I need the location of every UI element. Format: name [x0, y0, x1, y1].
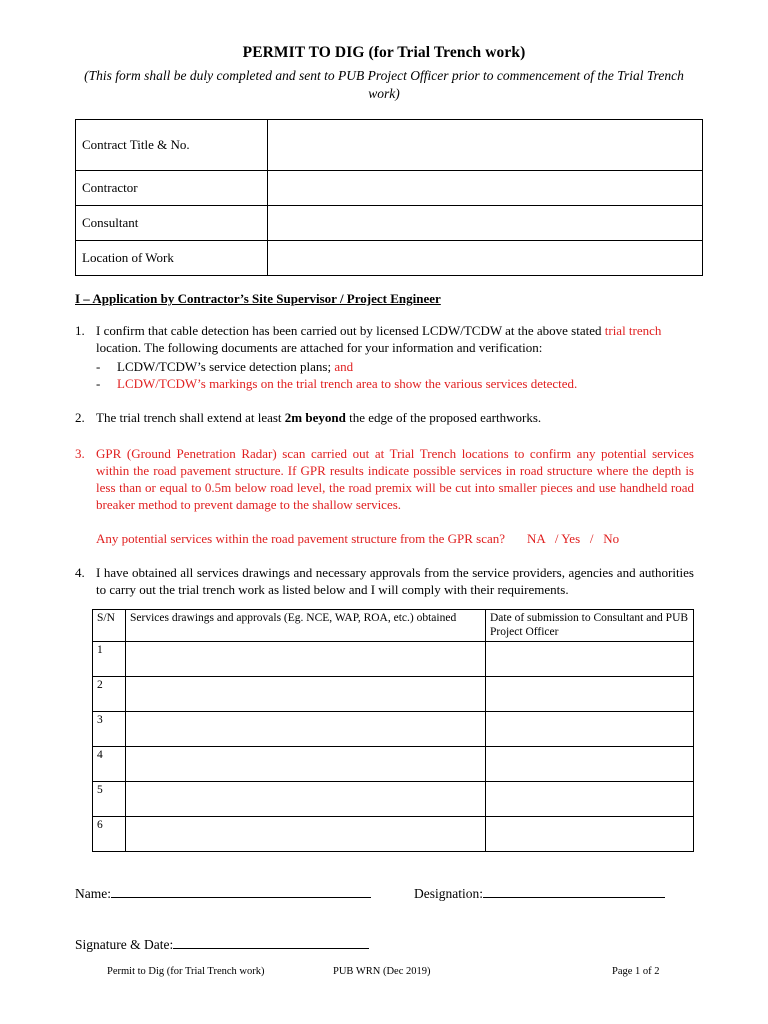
date-cell[interactable] [486, 712, 694, 747]
sn-cell: 6 [93, 817, 126, 852]
designation-line[interactable] [483, 883, 665, 898]
services-table [92, 609, 694, 852]
bullet-1-main: LCDW/TCDW’s service detection plans; [117, 359, 335, 374]
drawings-header: Services drawings and approvals (Eg. NCE, WAP, ROA, etc.) obtained [126, 610, 486, 642]
item-1-text [96, 322, 694, 356]
sn-cell: 1 [93, 642, 126, 677]
gpr-options[interactable]: NA / Yes / No [527, 531, 620, 546]
page-subtitle: (This form shall be duly completed and sent to PUB Project Officer prior to commencement of the Trial Trench work) [84, 68, 684, 101]
table-row [76, 206, 703, 241]
contract-info-table [75, 119, 703, 276]
item-2-number: 2. [75, 410, 85, 425]
drawings-cell[interactable] [126, 712, 486, 747]
sn-cell: 5 [93, 782, 126, 817]
bullet-2-text: LCDW/TCDW’s markings on the trial trench area to show the various services detected. [117, 376, 578, 391]
drawings-cell[interactable] [126, 817, 486, 852]
location-field[interactable] [268, 241, 703, 276]
bullet-dash: - [96, 359, 101, 374]
signature-field[interactable] [75, 934, 369, 953]
date-header: Date of submission to Consultant and PUB Project Officer [486, 610, 694, 642]
item-1-text-red: trial trench [604, 323, 662, 338]
sn-cell: 4 [93, 747, 126, 782]
date-cell[interactable] [486, 817, 694, 852]
consultant-label: Consultant [76, 206, 268, 241]
bullet-1-suffix: and [334, 359, 354, 374]
drawings-cell[interactable] [126, 782, 486, 817]
item-1-text-a: I confirm that cable detection has been carried out by licensed LCDW/TCDW at the above stated [96, 323, 605, 338]
item-4-text: I have obtained all services drawings and necessary approvals from the service providers, agencies and authorities to carry out the trial trench work as listed below and I will comply with their requirements. [96, 565, 694, 597]
consultant-field[interactable] [268, 206, 703, 241]
name-line[interactable] [111, 883, 371, 898]
designation-label: Designation: [414, 886, 483, 901]
drawings-cell[interactable] [126, 642, 486, 677]
contract-title-label: Contract Title & No. [76, 120, 268, 171]
contractor-field[interactable] [268, 171, 703, 206]
item-1-text-b: location. The following documents are attached for your information and verification: [96, 340, 543, 355]
sn-cell: 2 [93, 677, 126, 712]
table-row [76, 120, 703, 171]
section-heading: I – Application by Contractor’s Site Supervisor / Project Engineer [75, 291, 441, 306]
bullet-dash: - [96, 376, 101, 391]
item-4-number: 4. [75, 565, 85, 580]
item-3-text: GPR (Ground Penetration Radar) scan carried out at Trial Trench locations to confirm any potential services within the road pavement structure. If GPR results indicate possible services in road structure where the depth is less than or equal to 0.5m below road level, the road premix will be cut into smaller pieces and use handheld road breaker method to prevent damage to the shallow services. [96, 446, 694, 512]
table-header-row [93, 610, 694, 642]
date-cell[interactable] [486, 677, 694, 712]
bullet-1-text [117, 358, 353, 375]
name-field[interactable] [75, 883, 371, 902]
name-label: Name: [75, 886, 111, 901]
date-cell[interactable] [486, 782, 694, 817]
table-row [93, 642, 694, 677]
date-cell[interactable] [486, 747, 694, 782]
item-3-number: 3. [75, 446, 85, 461]
table-row [93, 782, 694, 817]
sn-cell: 3 [93, 712, 126, 747]
item-2-bold: 2m beyond [284, 410, 346, 425]
gpr-question [96, 530, 619, 547]
table-row [76, 171, 703, 206]
sn-header: S/N [93, 610, 126, 642]
signature-label: Signature & Date: [75, 937, 174, 952]
item-2-text-a: The trial trench shall extend at least [96, 410, 285, 425]
location-label: Location of Work [76, 241, 268, 276]
drawings-cell[interactable] [126, 747, 486, 782]
footer-ref: PUB WRN (Dec 2019) [333, 966, 431, 977]
footer-doc-title: Permit to Dig (for Trial Trench work) [107, 966, 265, 977]
contract-title-field[interactable] [268, 120, 703, 171]
item-2-text [96, 409, 694, 426]
page-title: PERMIT TO DIG (for Trial Trench work) [242, 44, 526, 61]
signature-line[interactable] [173, 934, 369, 949]
drawings-cell[interactable] [126, 677, 486, 712]
contractor-label: Contractor [76, 171, 268, 206]
footer-page-number: Page 1 of 2 [612, 966, 660, 977]
table-row [93, 712, 694, 747]
table-row [76, 241, 703, 276]
table-row [93, 747, 694, 782]
item-2-text-b: the edge of the proposed earthworks. [345, 410, 542, 425]
item-1-number: 1. [75, 323, 85, 338]
gpr-question-text: Any potential services within the road pavement structure from the GPR scan? [96, 531, 506, 546]
date-cell[interactable] [486, 642, 694, 677]
table-row [93, 677, 694, 712]
table-row [93, 817, 694, 852]
designation-field[interactable] [414, 883, 665, 902]
